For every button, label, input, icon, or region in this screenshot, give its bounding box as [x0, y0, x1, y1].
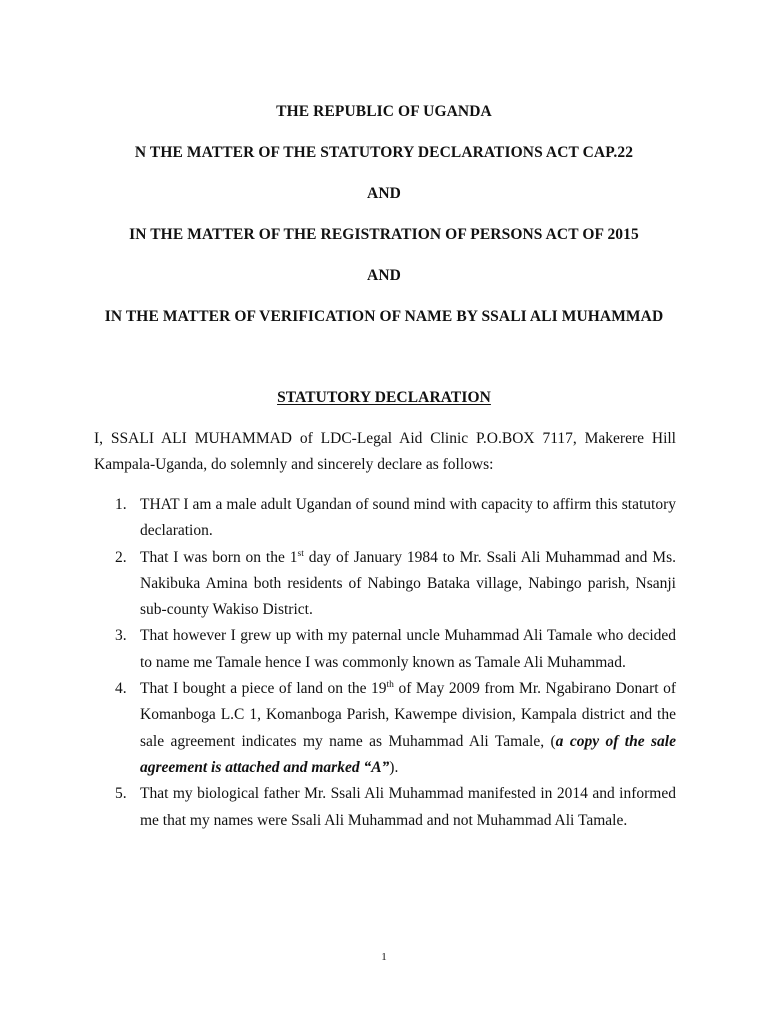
clause-number: 5.	[115, 785, 127, 803]
clause-text: That however I grew up with my paternal uncle Muhammad Ali Tamale who decided to name me Tamale hence I was commonly known as Tamale Ali Muhammad.	[140, 627, 676, 671]
page-number: 1	[381, 951, 387, 963]
clause-3	[94, 623, 676, 676]
clause-text: THAT I am a male adult Ugandan of sound mind with capacity to affirm this statutory declaration.	[140, 496, 676, 540]
ordinal-superscript: th	[386, 680, 394, 691]
heading-and-first: AND	[367, 185, 401, 202]
clause-text-end: day of January 1984 to Mr. Ssali Ali Muhammad and Ms. Nakibuka Amina both residents of Nabingo Bataka village, Nabingo parish, Nsanji sub-county Wakiso District.	[140, 548, 676, 619]
clause-number: 1.	[115, 496, 127, 513]
declaration-clauses	[94, 492, 676, 834]
clause-text-start: That I was born on the 1	[140, 548, 298, 566]
clause-text: That my biological father Mr. Ssali Ali Muhammad manifested in 2014 and informed me that my names were Ssali Ali Muhammad and not Muhammad Ali Tamale.	[140, 785, 676, 829]
clause-text-start: That I bought a piece of land on the 19	[140, 680, 387, 698]
clause-text-end: ).	[389, 758, 399, 776]
heading-republic: THE REPUBLIC OF UGANDA	[276, 103, 492, 120]
clause-2	[94, 545, 676, 624]
clause-number: 4.	[115, 680, 127, 698]
clause-1	[94, 492, 676, 545]
clause-number: 2.	[115, 548, 127, 566]
heading-matter-registration: IN THE MATTER OF THE REGISTRATION OF PERSONS ACT OF 2015	[129, 226, 639, 243]
heading-and-second: AND	[367, 267, 401, 284]
clause-5	[94, 781, 676, 834]
ordinal-superscript: st	[297, 548, 304, 559]
attachment-note: a copy of the sale agreement is attached and marked “A”	[140, 732, 676, 776]
clause-4	[94, 676, 676, 781]
heading-matter-verification: IN THE MATTER OF VERIFICATION OF NAME BY SSALI ALI MUHAMMAD	[104, 308, 664, 325]
heading-matter-statutory-declarations: N THE MATTER OF THE STATUTORY DECLARATIONS ACT CAP.22	[134, 144, 634, 161]
clause-text-middle: of May 2009 from Mr. Ngabirano Donart of Komanboga L.C 1, Komanboga Parish, Kawempe division, Kampala district and the sale agreement indicates my name as Muhammad Ali Tamale, (	[140, 680, 676, 750]
intro-paragraph: I, SSALI ALI MUHAMMAD of LDC-Legal Aid Clinic P.O.BOX 7117, Makerere Hill Kampala-Uganda, do solemnly and sincerely declare as follows:	[94, 430, 676, 473]
declaration-title: STATUTORY DECLARATION	[277, 389, 491, 406]
clause-number: 3.	[115, 627, 127, 645]
